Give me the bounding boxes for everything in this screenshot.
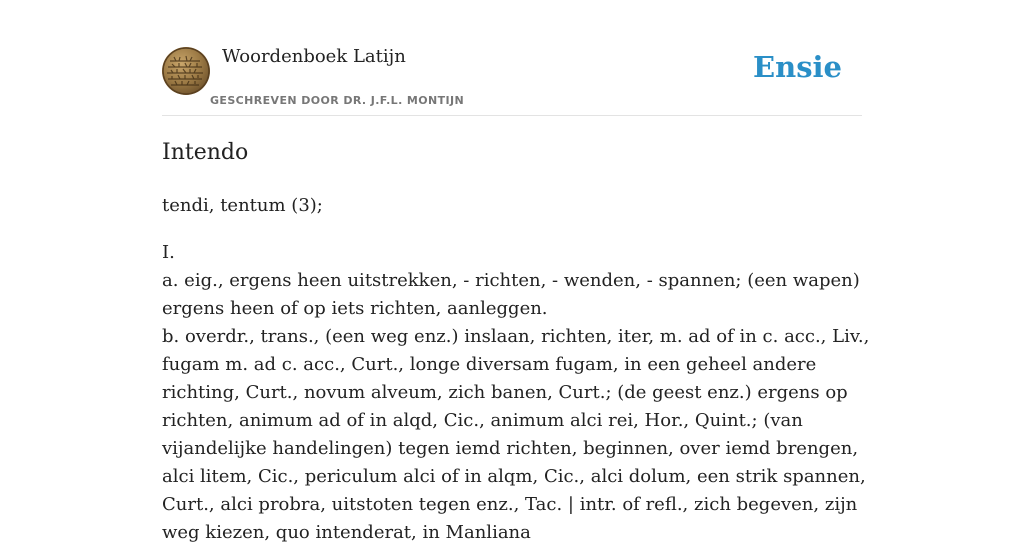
entry-forms: tendi, tentum (3); (162, 195, 323, 216)
definition-b: b. overdr., trans., (een weg enz.) inslaan, richten, iter, m. ad of in c. acc., Liv., fugam m. ad c. acc., Curt., longe diversam fugam, in een geheel andere richting, Curt., novum alveum, zich banen, Curt.; (de geest enz.) ergens op richten, animum ad of in alqd, Cic., animum alci rei, Hor., Quint.; (van vijandelijke handelingen) tegen iemd richten, beginnen, over iemd brengen, alci litem, Cic., periculum alci of in alqm, Cic., alci dolum, een strik spannen, Curt., alci probra, uitstoten tegen enz., Tac. | intr. of refl., zich begeven, zijn weg kiezen, quo intenderat, in Manliana (162, 326, 870, 543)
entry-content (162, 192, 872, 547)
site-header (162, 46, 862, 116)
ancient-coin-icon[interactable] (162, 47, 210, 95)
header-divider (162, 115, 862, 116)
book-title-link[interactable]: Woordenboek Latijn (222, 46, 406, 67)
author-byline: GESCHREVEN DOOR DR. J.F.L. MONTIJN (210, 94, 465, 107)
ensie-logo-link[interactable]: Ensie (753, 50, 842, 84)
section-number: I. (162, 242, 175, 263)
definition-a: a. eig., ergens heen uitstrekken, - richten, - wenden, - spannen; (een wapen) ergens heen of op iets richten, aanleggen. (162, 270, 860, 319)
entry-title: Intendo (162, 140, 249, 165)
